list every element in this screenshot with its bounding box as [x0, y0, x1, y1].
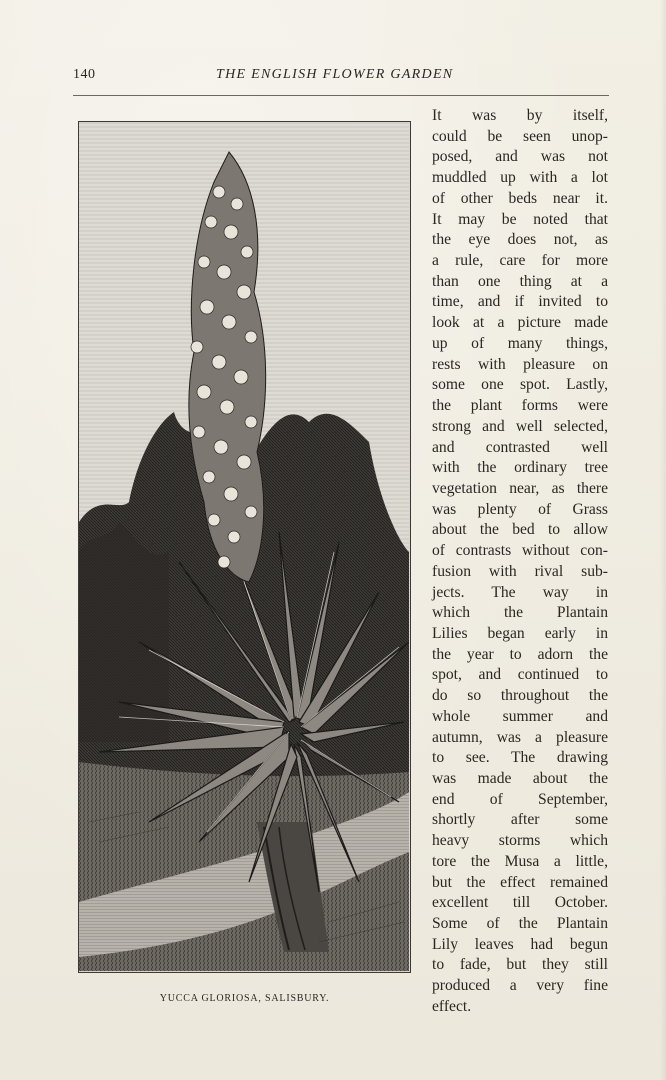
body-text-line: of contrasts without con- [432, 542, 608, 560]
body-text-line: some one spot. Lastly, [432, 376, 608, 394]
body-text-line: was made about the [432, 770, 608, 787]
body-text-line: whole summer and [432, 707, 608, 725]
yucca-engraving [78, 121, 411, 973]
body-text-line: tore the Musa a little, [432, 852, 608, 870]
page-number: 140 [73, 67, 96, 82]
figure-caption: YUCCA GLORIOSA, SALISBURY. [159, 993, 330, 1004]
body-text-line: Some of the Plantain [432, 915, 608, 933]
body-text-line: the plant forms were [432, 397, 608, 415]
body-text-line: spot, and continued to [432, 666, 608, 684]
body-text-line: end of September, [432, 790, 608, 808]
body-text-line: effect. [432, 997, 472, 1015]
body-text-line: shortly after some [432, 811, 608, 829]
body-text-line: Lilies began early in [432, 624, 608, 642]
body-text-line: was plenty of Grass [432, 500, 608, 518]
page-header [73, 67, 611, 89]
body-text-line: and contrasted well [432, 438, 608, 456]
body-text-line: jects. The way in [432, 583, 608, 601]
body-text-line: look at a picture made [432, 314, 608, 332]
page-edge-shadow [660, 0, 666, 1080]
body-text-line: with the ordinary tree [432, 459, 608, 477]
body-text-line: the year to adorn the [432, 645, 608, 663]
body-text-line: do so throughout the [432, 687, 608, 705]
body-text-line: could be seen unop- [432, 127, 608, 145]
body-text-line: strong and well selected, [432, 417, 608, 435]
body-text-line: which the Plantain [432, 604, 608, 622]
body-text-line: rests with pleasure on [432, 355, 608, 373]
body-text-line: to see. The drawing [432, 749, 608, 767]
body-text-line: fusion with rival sub- [432, 562, 608, 580]
body-text-line: time, and if invited to [432, 293, 608, 311]
body-text-line: but the effect remained [432, 873, 608, 891]
body-text-line: autumn, was a pleasure [432, 728, 608, 746]
body-text-line: about the bed to allow [432, 521, 608, 539]
engraving-illustration [79, 122, 409, 971]
body-text-line: the eye does not, as [432, 231, 608, 249]
body-text-line: Lily leaves had begun [432, 935, 608, 953]
body-text-column [432, 106, 608, 1018]
body-text-line: of other beds near it. [432, 189, 608, 207]
body-text-line: muddled up with a lot [432, 169, 608, 187]
body-text-line: produced a very fine [432, 977, 608, 995]
running-head: THE ENGLISH FLOWER GARDEN [216, 67, 454, 82]
body-text-line: to fade, but they still [432, 956, 608, 974]
body-text-line: heavy storms which [432, 832, 608, 850]
header-rule [73, 95, 609, 96]
body-text-line: It may be noted that [432, 210, 608, 228]
body-text-line: excellent till October. [432, 894, 608, 912]
body-text-line: up of many things, [432, 334, 608, 352]
body-text-line: vegetation near, as there [432, 479, 608, 497]
body-text-line: posed, and was not [432, 148, 608, 166]
body-text-line: a rule, care for more [432, 252, 608, 270]
body-text-line: than one thing at a [432, 272, 608, 290]
body-text-line: It was by itself, [432, 107, 608, 124]
